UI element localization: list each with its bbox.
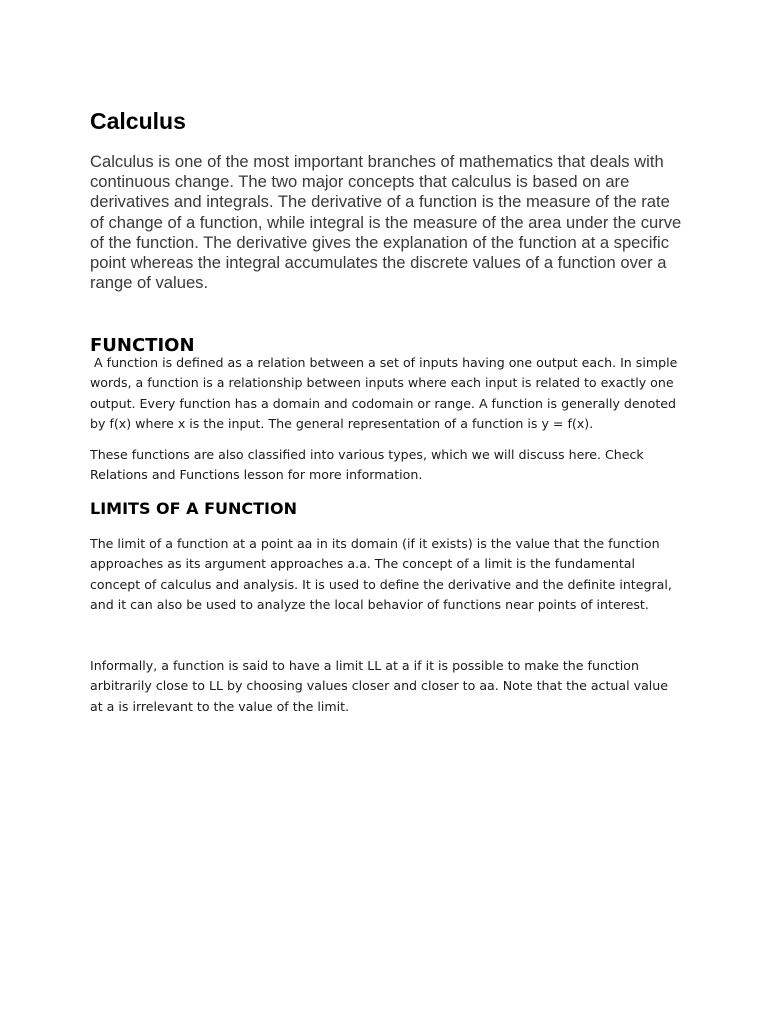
section-heading-limits: LIMITS OF A FUNCTION xyxy=(90,499,297,518)
document-content xyxy=(90,107,682,714)
intro-paragraph: Calculus is one of the most important branches of mathematics that deals with continuous change. The two major concepts that calculus is based on are derivatives and integrals. The derivative of a function is the measure of the rate of change of a function, while integral is the measure of the area under the curve of the function. The derivative gives the explanation of the function at a specific point whereas the integral accumulates the discrete values of a function over a range of values. xyxy=(90,152,682,293)
limits-paragraph-2: Informally, a function is said to have a limit LL at a if it is possible to make the function arbitrarily close to LL by choosing values closer and closer to aa. Note that the actual value at a is irrelevant to the value of the limit. xyxy=(90,658,669,714)
limits-paragraph-1: The limit of a function at a point aa in its domain (if it exists) is the value that the function approaches as its argument approaches a.a. The concept of a limit is the fundamental concept of calculus and analysis. It is used to define the derivative and the definite integral, and it can also be used to analyze the local behavior of functions near points of interest. xyxy=(90,536,672,613)
document-title: Calculus xyxy=(90,108,186,134)
function-paragraph-2: These functions are also classified into various types, which we will discuss here. Check Relations and Functions lesson for more information. xyxy=(90,447,644,483)
section-heading-function: FUNCTION xyxy=(90,335,195,356)
function-paragraph-1: A function is defined as a relation between a set of inputs having one output each. In simple words, a function is a relationship between inputs where each input is related to exactly one output. Every function has a domain and codomain or range. A function is generally denoted by f(x) where x is the input. The general representation of a function is y = f(x). xyxy=(90,355,682,432)
